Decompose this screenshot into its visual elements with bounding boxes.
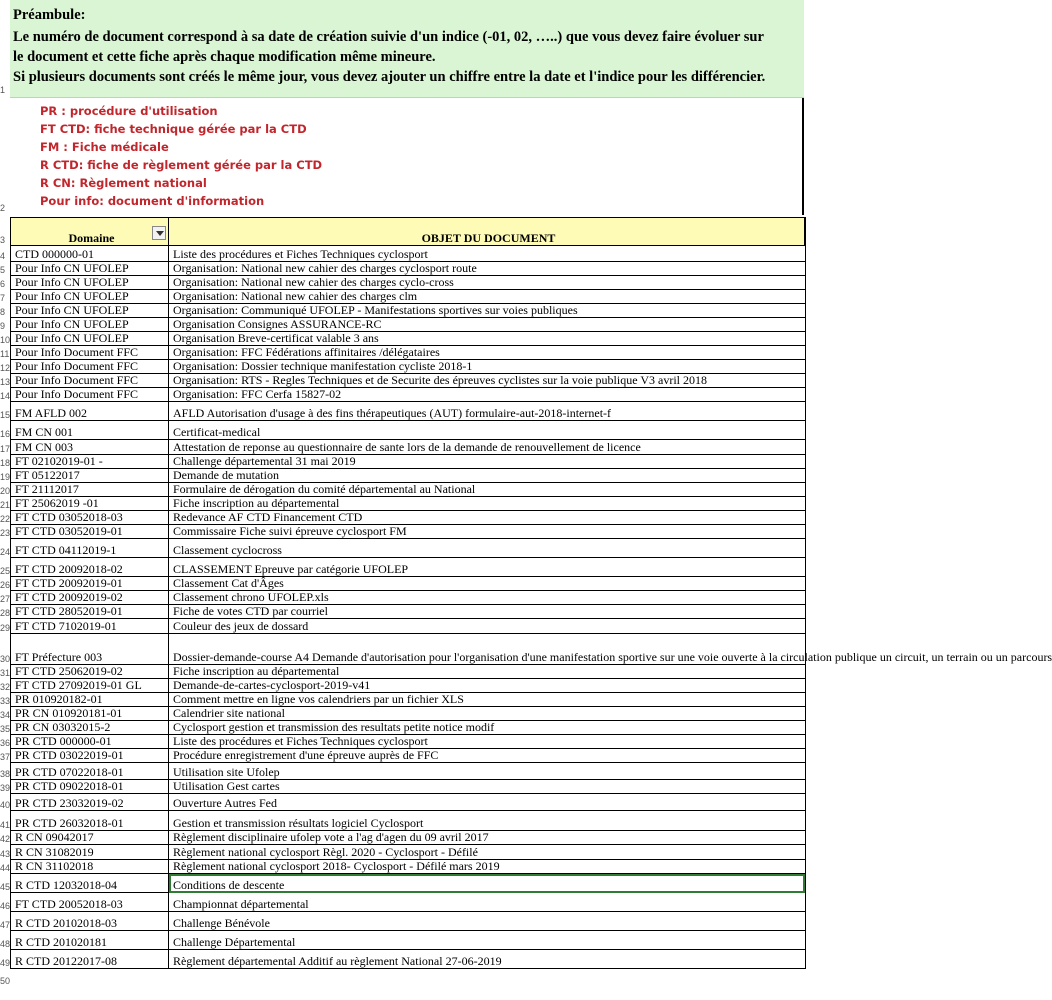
cell-domaine[interactable]: PR CN 03032015-2 [11, 721, 169, 735]
cell-domaine[interactable]: Pour Info Document FFC [11, 374, 169, 388]
table-row [11, 831, 806, 845]
cell-objet[interactable]: AFLD Autorisation d'usage à des fins thérapeutiques (AUT) formulaire-aut-2018-internet-f [169, 402, 806, 421]
cell-domaine[interactable]: FT CTD 04112019-1 [11, 539, 169, 558]
cell-objet[interactable]: Organisation Consignes ASSURANCE-RC [169, 318, 806, 332]
header-objet-label: OBJET DU DOCUMENT [421, 231, 556, 245]
table-row [11, 539, 806, 558]
legend-item-r-cn: R CN: Règlement national [40, 176, 207, 190]
table-row [11, 346, 806, 360]
row-number[interactable]: 18 [0, 458, 11, 468]
cell-domaine[interactable]: R CTD 20122017-08 [11, 950, 169, 969]
row-number[interactable]: 43 [0, 849, 11, 859]
cell-objet[interactable]: Fiche inscription au départemental [169, 497, 806, 511]
row-number[interactable]: 21 [0, 500, 11, 510]
table-row [11, 402, 806, 421]
row-number[interactable]: 46 [0, 901, 11, 911]
table-row [11, 707, 806, 721]
row-number[interactable]: 10 [0, 335, 11, 345]
cell-domaine[interactable]: FT CTD 27092019-01 GL [11, 679, 169, 693]
row-number[interactable]: 29 [0, 623, 11, 633]
table-row [11, 374, 806, 388]
table-row [11, 577, 806, 591]
table-row [11, 388, 806, 402]
row-number[interactable]: 45 [0, 882, 11, 892]
preamble-title: Préambule: [13, 7, 86, 23]
preamble-line: le document et cette fiche après chaque modification même mineure. [13, 49, 436, 65]
cell-objet[interactable]: Liste des procédures et Fiches Techniques cyclosport [169, 246, 806, 262]
legend-item-r-ctd: R CTD: fiche de règlement gérée par la CTD [40, 158, 323, 172]
cell-domaine[interactable]: R CTD 201020181 [11, 931, 169, 950]
cell-objet[interactable]: Organisation Breve-certificat valable 3 ans [169, 332, 806, 346]
table-row [11, 735, 806, 749]
cell-objet[interactable]: Challenge Bénévole [169, 912, 806, 931]
cell-objet[interactable]: Organisation: FFC Cerfa 15827-02 [169, 388, 806, 402]
row-number[interactable]: 20 [0, 486, 11, 496]
cell-domaine[interactable]: FT CTD 25062019-02 [11, 665, 169, 679]
row-number[interactable]: 4 [0, 251, 6, 261]
cell-domaine[interactable]: FT 05122017 [11, 469, 169, 483]
cell-objet[interactable]: Demande-de-cartes-cyclosport-2019-v41 [169, 679, 806, 693]
row-number[interactable]: 35 [0, 724, 11, 734]
row-number[interactable]: 15 [0, 410, 11, 420]
legend-item-pr: PR : procédure d'utilisation [40, 104, 218, 118]
cell-objet[interactable]: Challenge départemental 31 mai 2019 [169, 455, 806, 469]
cell-domaine[interactable]: FT CTD 20092019-02 [11, 591, 169, 605]
row-number[interactable]: 12 [0, 363, 11, 373]
table-row [11, 304, 806, 318]
cell-domaine[interactable]: FT 25062019 -01 [11, 497, 169, 511]
table-row [11, 860, 806, 874]
cell-domaine[interactable]: Pour Info CN UFOLEP [11, 318, 169, 332]
documents-table [10, 217, 1052, 969]
table-row [11, 511, 806, 525]
cell-objet[interactable]: Fiche de votes CTD par courriel [169, 605, 806, 619]
cell-domaine[interactable]: PR CTD 03022019-01 [11, 749, 169, 763]
row-number[interactable]: 48 [0, 939, 11, 949]
cell-objet[interactable]: Championnat départemental [169, 893, 806, 912]
cell-domaine[interactable]: PR CTD 000000-01 [11, 735, 169, 749]
cell-objet[interactable]: Couleur des jeux de dossard [169, 619, 806, 634]
legend-item-ft-ctd: FT CTD: fiche technique gérée par la CTD [40, 122, 307, 136]
preamble-cell[interactable] [10, 0, 804, 98]
row-number[interactable]: 8 [0, 307, 6, 317]
cell-objet[interactable]: Attestation de reponse au questionnaire de sante lors de la demande de renouvellement de licence [169, 440, 806, 455]
cell-objet[interactable]: Règlement départemental Additif au règlement National 27-06-2019 [169, 950, 806, 969]
table-row [11, 497, 806, 511]
cell-domaine[interactable]: FT 02102019-01 - [11, 455, 169, 469]
row-number[interactable]: 42 [0, 834, 11, 844]
table-row [11, 845, 806, 860]
cell-objet[interactable]: Organisation: RTS - Regles Techniques et de Securite des épreuves cyclistes sur la voie publique V3 avril 2018 [169, 374, 806, 388]
row-number[interactable]: 47 [0, 920, 11, 930]
cell-domaine[interactable]: PR CTD 23032019-02 [11, 794, 169, 811]
cell-domaine[interactable]: Pour Info CN UFOLEP [11, 276, 169, 290]
row-number[interactable]: 16 [0, 429, 11, 439]
filter-dropdown-icon[interactable] [152, 226, 166, 240]
cell-domaine[interactable]: FT CTD 03052018-03 [11, 511, 169, 525]
row-number[interactable]: 1 [0, 85, 6, 95]
row-number[interactable]: 49 [0, 958, 11, 968]
cell-domaine[interactable]: R CN 09042017 [11, 831, 169, 845]
table-row [11, 794, 806, 811]
cell-objet[interactable]: Classement cyclocross [169, 539, 806, 558]
row-number[interactable]: 41 [0, 820, 11, 830]
row-number[interactable]: 6 [0, 279, 6, 289]
cell-domaine[interactable]: Pour Info Document FFC [11, 360, 169, 374]
cell-domaine[interactable]: Pour Info CN UFOLEP [11, 304, 169, 318]
cell-domaine[interactable]: PR 010920182-01 [11, 693, 169, 707]
table-row [11, 721, 806, 735]
cell-domaine[interactable]: FT CTD 7102019-01 [11, 619, 169, 634]
table-row [11, 360, 806, 374]
row-number[interactable]: 17 [0, 444, 11, 454]
table-row [11, 679, 806, 693]
table-row [11, 421, 806, 440]
cell-domaine[interactable]: R CN 31082019 [11, 845, 169, 860]
cell-domaine[interactable]: FT CTD 20052018-03 [11, 893, 169, 912]
preamble-line: Si plusieurs documents sont créés le même jour, vous devez ajouter un chiffre entre la date et l'indice pour les différencier. [13, 69, 766, 85]
table-row [11, 893, 806, 912]
row-number[interactable]: 30 [0, 654, 11, 664]
table-row [11, 811, 806, 831]
row-number[interactable]: 28 [0, 608, 11, 618]
cell-domaine[interactable]: Pour Info Document FFC [11, 346, 169, 360]
cell-objet[interactable]: Demande de mutation [169, 469, 806, 483]
cell-domaine[interactable]: Pour Info CN UFOLEP [11, 332, 169, 346]
cell-objet[interactable]: Organisation: FFC Fédérations affinitaires /délégataires [169, 346, 806, 360]
cell-domaine[interactable]: PR CN 010920181-01 [11, 707, 169, 721]
header-domaine-label: Domaine [68, 231, 115, 245]
cell-objet[interactable]: Organisation: National new cahier des charges cyclosport route [169, 262, 806, 276]
cell-domaine[interactable]: PR CTD 09022018-01 [11, 780, 169, 794]
table-row [11, 749, 806, 763]
row-number[interactable]: 32 [0, 682, 11, 692]
table-row [11, 780, 806, 794]
row-number[interactable]: 9 [0, 321, 6, 331]
cell-domaine[interactable]: R CN 31102018 [11, 860, 169, 874]
cell-domaine[interactable]: FT CTD 20092019-01 [11, 577, 169, 591]
table-row [11, 525, 806, 539]
preamble-line: Le numéro de document correspond à sa date de création suivie d'un indice (-01, 02, …..) que vous devez faire évoluer sur [13, 29, 764, 45]
row-number[interactable]: 2 [0, 203, 6, 213]
cell-objet[interactable]: Règlement disciplinaire ufolep vote a l'ag d'agen du 09 avril 2017 [169, 831, 806, 845]
row-number[interactable]: 37 [0, 752, 11, 762]
table-row [11, 276, 806, 290]
row-number[interactable]: 24 [0, 547, 11, 557]
cell-objet[interactable]: Challenge Départemental [169, 931, 806, 950]
row-number[interactable]: 19 [0, 472, 11, 482]
row-number[interactable]: 13 [0, 377, 11, 387]
table-row [11, 931, 806, 950]
cell-objet[interactable]: Gestion et transmission résultats logiciel Cyclosport [169, 811, 806, 831]
cell-domaine[interactable]: FT CTD 03052019-01 [11, 525, 169, 539]
cell-objet[interactable]: Classement Cat d'Âges [169, 577, 806, 591]
row-number[interactable]: 7 [0, 293, 6, 303]
cell-objet[interactable]: Fiche inscription au départemental [169, 665, 806, 679]
cell-objet[interactable]: Organisation: Communiqué UFOLEP - Manifestations sportives sur voies publiques [169, 304, 806, 318]
row-number[interactable]: 31 [0, 668, 11, 678]
cell-domaine[interactable]: Pour Info CN UFOLEP [11, 290, 169, 304]
legend-item-fm: FM : Fiche médicale [40, 140, 169, 154]
cell-objet[interactable]: Formulaire de dérogation du comité départemental au National [169, 483, 806, 497]
cell-domaine[interactable]: FT CTD 28052019-01 [11, 605, 169, 619]
cell-objet[interactable]: Dossier-demande-course A4 Demande d'autorisation pour l'organisation d'une manifestation sportive sur une voie ouverte à la circulation publique un circuit, un terrain ou un parcours [169, 634, 806, 665]
cell-objet[interactable]: Organisation: National new cahier des charges cyclo-cross [169, 276, 806, 290]
cell-domaine[interactable]: FT CTD 20092018-02 [11, 558, 169, 577]
cell-objet[interactable]: Utilisation Gest cartes [169, 780, 806, 794]
table-row [11, 591, 806, 605]
cell-domaine[interactable]: FT 21112017 [11, 483, 169, 497]
table-row [11, 483, 806, 497]
row-number[interactable]: 27 [0, 594, 11, 604]
cell-domaine[interactable]: Pour Info Document FFC [11, 388, 169, 402]
table-row [11, 318, 806, 332]
cell-domaine[interactable]: PR CTD 07022018-01 [11, 763, 169, 780]
cell-domaine[interactable]: R CTD 12032018-04 [11, 874, 169, 893]
cell-domaine[interactable]: FM CN 001 [11, 421, 169, 440]
table-row [11, 558, 806, 577]
cell-objet[interactable]: Liste des procédures et Fiches Techniques cyclosport [169, 735, 806, 749]
row-number[interactable]: 3 [0, 235, 6, 245]
cell-objet[interactable]: Règlement national cyclosport Règl. 2020 - Cyclosport - Défilé [169, 845, 806, 860]
table-row [11, 665, 806, 679]
cell-domaine[interactable]: FM AFLD 002 [11, 402, 169, 421]
cell-objet[interactable]: Cyclosport gestion et transmission des resultats petite notice modif [169, 721, 806, 735]
table-row [11, 469, 806, 483]
cell-objet[interactable]: Conditions de descente [169, 874, 806, 893]
cell-domaine[interactable]: Pour Info CN UFOLEP [11, 262, 169, 276]
header-objet[interactable] [169, 218, 806, 246]
table-header-row [11, 218, 806, 246]
row-number[interactable]: 50 [0, 976, 11, 986]
table-row [11, 950, 806, 969]
cell-objet[interactable]: Comment mettre en ligne vos calendriers par un fichier XLS [169, 693, 806, 707]
legend-cell[interactable] [10, 98, 804, 215]
row-number[interactable]: 44 [0, 863, 11, 873]
row-number[interactable]: 11 [0, 349, 10, 359]
table-row [11, 912, 806, 931]
table-row [11, 262, 806, 276]
legend-item-pour-info: Pour info: document d'information [40, 194, 265, 208]
row-number[interactable]: 33 [0, 696, 11, 706]
cell-objet[interactable]: Procédure enregistrement d'une épreuve auprès de FFC [169, 749, 806, 763]
cell-domaine[interactable]: PR CTD 26032018-01 [11, 811, 169, 831]
table-row [11, 605, 806, 619]
table-row [11, 246, 806, 262]
row-number[interactable]: 5 [0, 265, 6, 275]
table-row [11, 763, 806, 780]
row-number[interactable]: 39 [0, 783, 11, 793]
row-number[interactable]: 25 [0, 566, 11, 576]
table-row [11, 290, 806, 304]
table-row [11, 874, 806, 893]
cell-objet[interactable]: Ouverture Autres Fed [169, 794, 806, 811]
cell-domaine[interactable]: FM CN 003 [11, 440, 169, 455]
cell-domaine[interactable]: CTD 000000-01 [11, 246, 169, 262]
header-domaine[interactable] [11, 218, 169, 246]
cell-objet[interactable]: Classement chrono UFOLEP.xls [169, 591, 806, 605]
row-number[interactable]: 26 [0, 580, 11, 590]
cell-domaine[interactable]: R CTD 20102018-03 [11, 912, 169, 931]
row-number[interactable]: 23 [0, 528, 11, 538]
table-row [11, 455, 806, 469]
cell-domaine[interactable]: FT Préfecture 003 [11, 634, 169, 665]
row-number[interactable]: 22 [0, 514, 11, 524]
row-number[interactable]: 14 [0, 391, 11, 401]
cell-objet[interactable]: Certificat-medical [169, 421, 806, 440]
cell-objet[interactable]: CLASSEMENT Epreuve par catégorie UFOLEP [169, 558, 806, 577]
row-number[interactable]: 36 [0, 738, 11, 748]
cell-objet[interactable]: Utilisation site Ufolep [169, 763, 806, 780]
cell-objet[interactable]: Commissaire Fiche suivi épreuve cyclosport FM [169, 525, 806, 539]
table-row [11, 332, 806, 346]
table-row [11, 693, 806, 707]
row-number[interactable]: 40 [0, 800, 11, 810]
row-number[interactable]: 38 [0, 769, 11, 779]
table-row [11, 634, 806, 665]
cell-objet[interactable]: Redevance AF CTD Financement CTD [169, 511, 806, 525]
table-row [11, 440, 806, 455]
cell-objet[interactable]: Règlement national cyclosport 2018- Cyclosport - Défilé mars 2019 [169, 860, 806, 874]
table-row [11, 619, 806, 634]
cell-objet[interactable]: Calendrier site national [169, 707, 806, 721]
cell-objet[interactable]: Organisation: National new cahier des charges clm [169, 290, 806, 304]
cell-objet[interactable]: Organisation: Dossier technique manifestation cycliste 2018-1 [169, 360, 806, 374]
row-number[interactable]: 34 [0, 710, 11, 720]
